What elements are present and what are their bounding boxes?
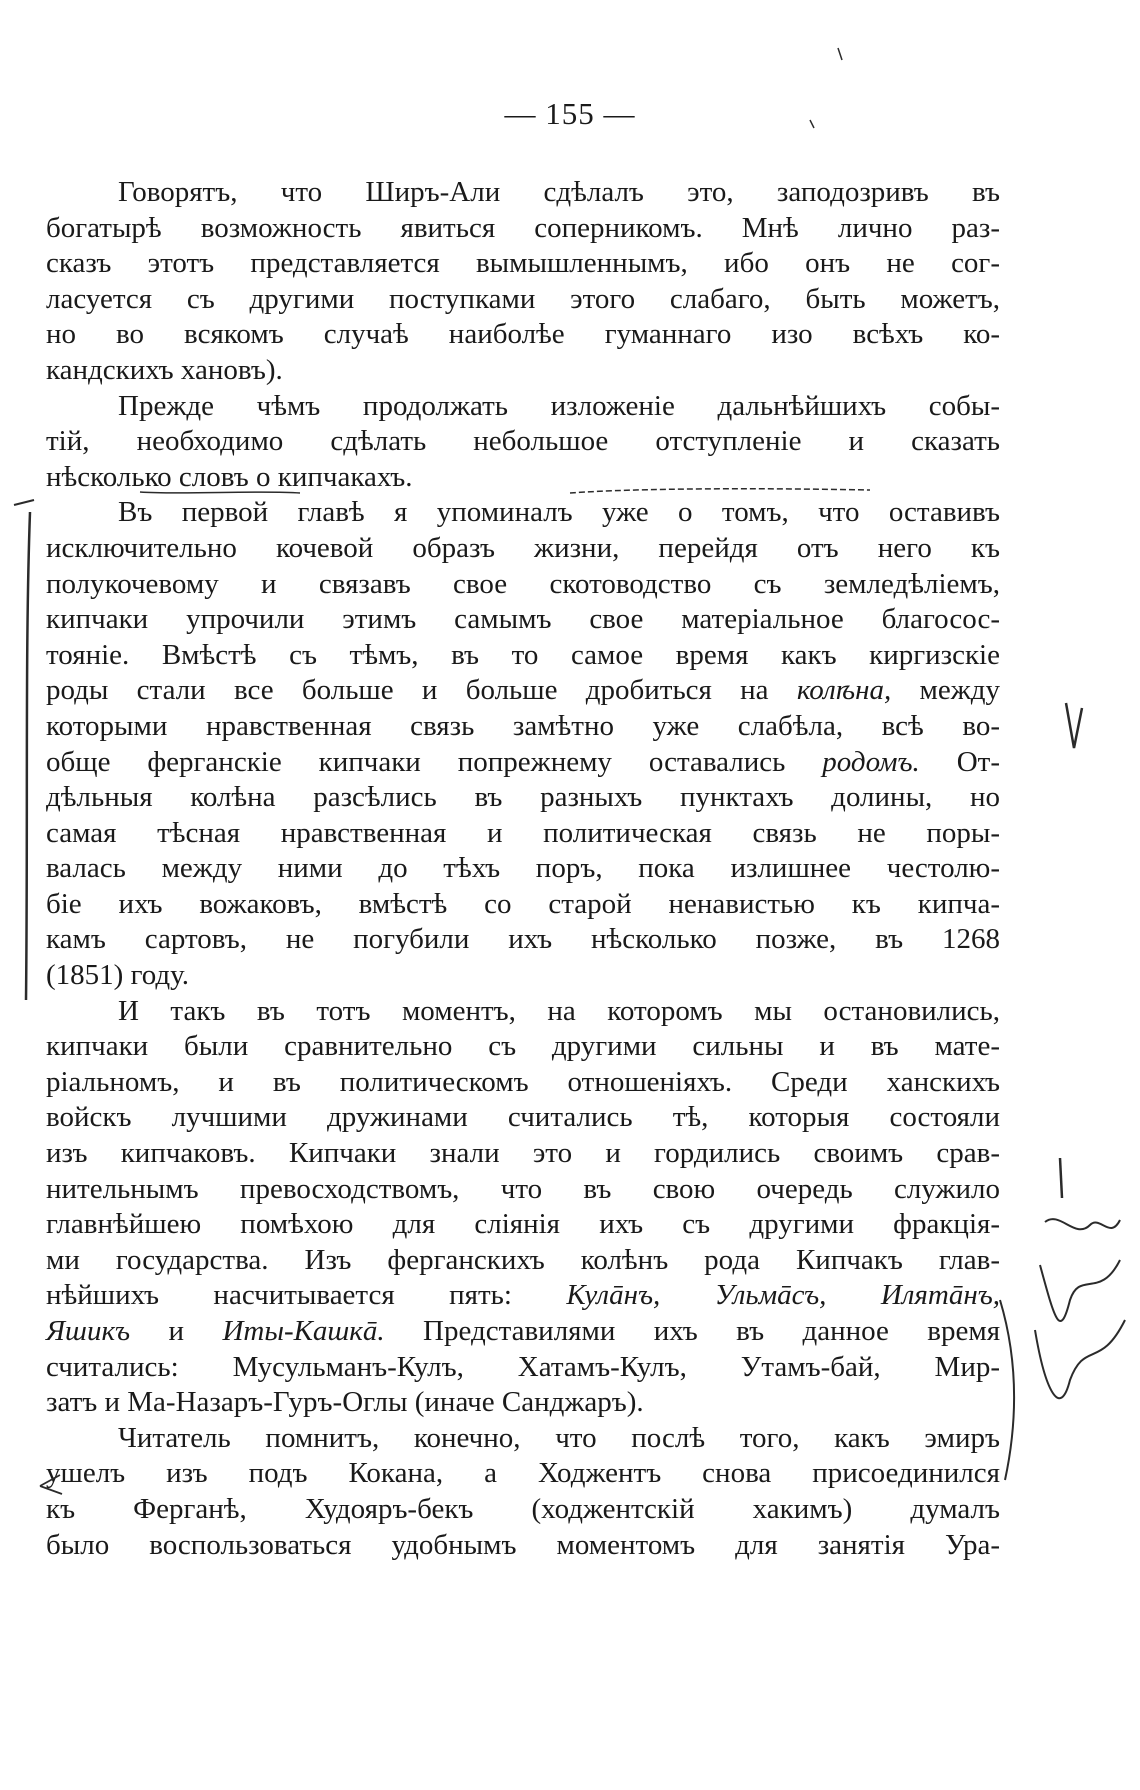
text-line: Прежде чѣмъ продолжать изложеніе дальнѣйшихъ собы- — [118, 389, 1000, 422]
text-line: дѣльныя колѣна разсѣлись въ разныхъ пунктахъ долины, но — [46, 781, 1000, 814]
text-line: но во всякомъ случаѣ наиболѣе гуманнаго изо всѣхъ ко- — [46, 318, 1000, 351]
text-segment: и — [168, 1315, 185, 1347]
text-segment: Представилями ихъ въ данное время — [423, 1315, 1001, 1347]
text-line: изъ кипчаковъ. Кипчаки знали это и гордились своимъ срав- — [46, 1137, 1000, 1170]
margin-bracket-line — [1000, 1300, 1014, 1480]
text-line: нительнымъ превосходствомъ, что въ свою очередь служило — [46, 1172, 1000, 1205]
text-line: сказъ этотъ представляется вымышленнымъ, ибо онъ не сог- — [46, 247, 1000, 280]
text-line: было воспользоваться удобнымъ моментомъ для занятія Ура- — [46, 1528, 1000, 1561]
handwritten-note — [1045, 1219, 1120, 1229]
text-line: которыми нравственная связь замѣтно уже слабѣла, всѣ во- — [46, 709, 1000, 742]
text-line: ушелъ изъ подъ Кокана, а Ходжентъ снова присоединился — [46, 1457, 1000, 1490]
text-line: главнѣйшею помѣхою для сліянія ихъ съ другими фракція- — [46, 1208, 1000, 1241]
text-line: тояніе. Вмѣстѣ съ тѣмъ, въ то самое время какъ киргизскіе — [46, 638, 1000, 671]
text-line: кандскихъ хановъ). — [46, 353, 283, 386]
italic-term-rodom: родомъ. — [822, 745, 920, 778]
clan-name: Иты-Кашкā. — [222, 1315, 385, 1347]
check-mark — [1066, 703, 1082, 748]
text-line: богатырѣ возможность явиться соперникомъ. Мнѣ лично раз- — [46, 211, 1000, 244]
text-line: ми государства. Изъ ферганскихъ колѣнъ рода Кипчакъ глав- — [46, 1243, 1000, 1276]
clan-name: Илятāнъ, — [880, 1279, 1001, 1312]
text-line: Говорятъ, что Ширъ-Али сдѣлалъ это, заподозривъ въ — [118, 176, 1000, 208]
paragraph-5 — [46, 1421, 1000, 1563]
text-line: Читатель помнитъ, конечно, что послѣ того, какъ эмиръ — [118, 1421, 1000, 1454]
text-line — [46, 1278, 1000, 1314]
text-line: камъ сартовъ, не погубили ихъ нѣсколько позже, въ 1268 — [46, 923, 1000, 956]
clan-name: Ульмāсъ, — [714, 1279, 827, 1312]
text-line: войскъ лучшими дружинами считались тѣ, которыя состояли — [46, 1101, 1000, 1134]
text-segment: От- — [956, 745, 1000, 778]
text-line: исключительно кочевой образъ жизни, перейдя отъ него къ — [46, 531, 1000, 564]
pencil-speck — [838, 48, 842, 60]
paragraph-3 — [46, 495, 1000, 993]
page-number: — 155 — — [504, 96, 636, 131]
body-text — [46, 175, 1000, 1563]
check-mark — [1060, 1158, 1062, 1198]
text-line: полукочевому и связавъ свое скотоводство съ земледѣліемъ, — [46, 567, 1000, 600]
text-line: ріальномъ, и въ политическомъ отношеніяхъ. Среди ханскихъ — [46, 1065, 1000, 1098]
clan-name: Яшикъ — [46, 1315, 131, 1347]
text-line: къ Ферганѣ, Худояръ-бекъ (ходжентскій хакимъ) думалъ — [46, 1492, 1000, 1525]
text-segment: между — [919, 674, 1001, 707]
text-segment: обще ферганскіе кипчаки попрежнему оставались — [46, 745, 786, 778]
paragraph-4 — [46, 994, 1000, 1421]
paragraph-1 — [46, 175, 1000, 389]
margin-tick — [14, 500, 34, 505]
text-line: (1851) году. — [46, 959, 190, 992]
text-line: кипчаки были сравнительно съ другими сильны и въ мате- — [46, 1030, 1000, 1063]
text-line: тій, необходимо сдѣлать небольшое отступленіе и сказать — [46, 425, 1000, 458]
text-segment: роды стали все больше и больше дробиться на — [46, 674, 769, 707]
text-line: самая тѣсная нравственная и политическая связь не поры- — [46, 816, 1000, 849]
text-line: Въ первой главѣ я упоминалъ уже о томъ, что оставивъ — [118, 496, 1000, 529]
handwritten-note — [1035, 1320, 1125, 1398]
text-line: считались: Мусульманъ-Кулъ, Хатамъ-Кулъ, Утамъ-бай, Мир- — [46, 1350, 1000, 1383]
text-line: И такъ въ тотъ моментъ, на которомъ мы остановились, — [118, 994, 1000, 1027]
text-line: кипчаки упрочили этимъ самымъ свое матеріальное благосос- — [46, 603, 1000, 636]
text-line: нѣсколько словъ о кипчакахъ. — [46, 460, 413, 493]
italic-term-kolena: колѣна, — [796, 674, 892, 707]
text-line: затъ и Ма-Назаръ-Гуръ-Оглы (иначе Санджаръ). — [46, 1386, 644, 1419]
clan-name: Кулāнъ, — [566, 1279, 661, 1312]
text-line: біе ихъ вожаковъ, вмѣстѣ со старой ненавистью къ кипча- — [46, 887, 1000, 920]
text-line: ласуется съ другими поступками этого слабаго, быть можетъ, — [46, 282, 1000, 315]
margin-bracket-line — [26, 512, 30, 1000]
text-line: валась между ними до тѣхъ поръ, пока излишнее честолю- — [46, 852, 1000, 885]
text-segment: нѣйшихъ насчитывается пять: — [46, 1279, 512, 1312]
paragraph-2 — [46, 389, 1000, 496]
text-line — [46, 1314, 1000, 1350]
handwritten-note — [1040, 1260, 1120, 1321]
text-line — [46, 673, 1000, 709]
text-line — [46, 745, 1000, 781]
